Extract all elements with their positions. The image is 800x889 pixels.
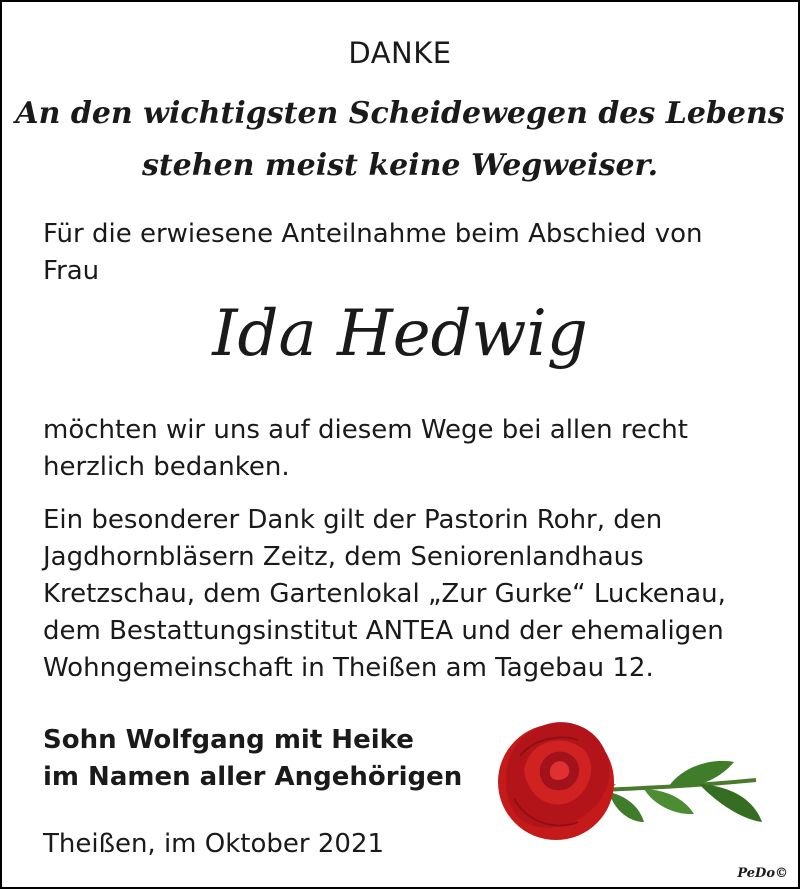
motto-quote [2, 88, 798, 192]
signoff [43, 722, 483, 796]
thanks-text [43, 412, 763, 486]
special-thanks [43, 502, 763, 687]
motto-line: An den wichtigsten Scheidewegen des Lebens [15, 96, 785, 131]
thanks-line: möchten wir uns auf diesem Wege bei allen recht [43, 415, 688, 445]
motto-line: stehen meist keine Wegweiser. [141, 148, 659, 183]
signoff-line: Sohn Wolfgang mit Heike [43, 725, 414, 755]
special-thanks-line: Jagdhornbläsern Zeitz, dem Seniorenlandhaus [43, 542, 644, 572]
special-thanks-line: dem Bestattungsinstitut ANTEA und der ehemaligen [43, 616, 724, 646]
notice-heading: DANKE [348, 36, 452, 70]
intro-line: Frau [43, 256, 100, 286]
special-thanks-line: Ein besonderer Dank gilt der Pastorin Rohr, den [43, 505, 663, 535]
designer-signature: PeDo© [737, 866, 788, 881]
intro-line: Für die erwiesene Anteilnahme beim Abschied von [43, 219, 703, 249]
deceased-name: Ida Hedwig [212, 297, 588, 371]
signoff-line: im Namen aller Angehörigen [43, 762, 463, 792]
special-thanks-line: Wohngemeinschaft in Theißen am Tagebau 12. [43, 653, 654, 683]
intro-text [43, 216, 763, 290]
special-thanks-line: Kretzschau, dem Gartenlokal „Zur Gurke“ Luckenau, [43, 579, 726, 609]
red-rose-icon [494, 710, 764, 860]
place-date: Theißen, im Oktober 2021 [43, 829, 385, 859]
thanks-line: herzlich bedanken. [43, 452, 290, 482]
